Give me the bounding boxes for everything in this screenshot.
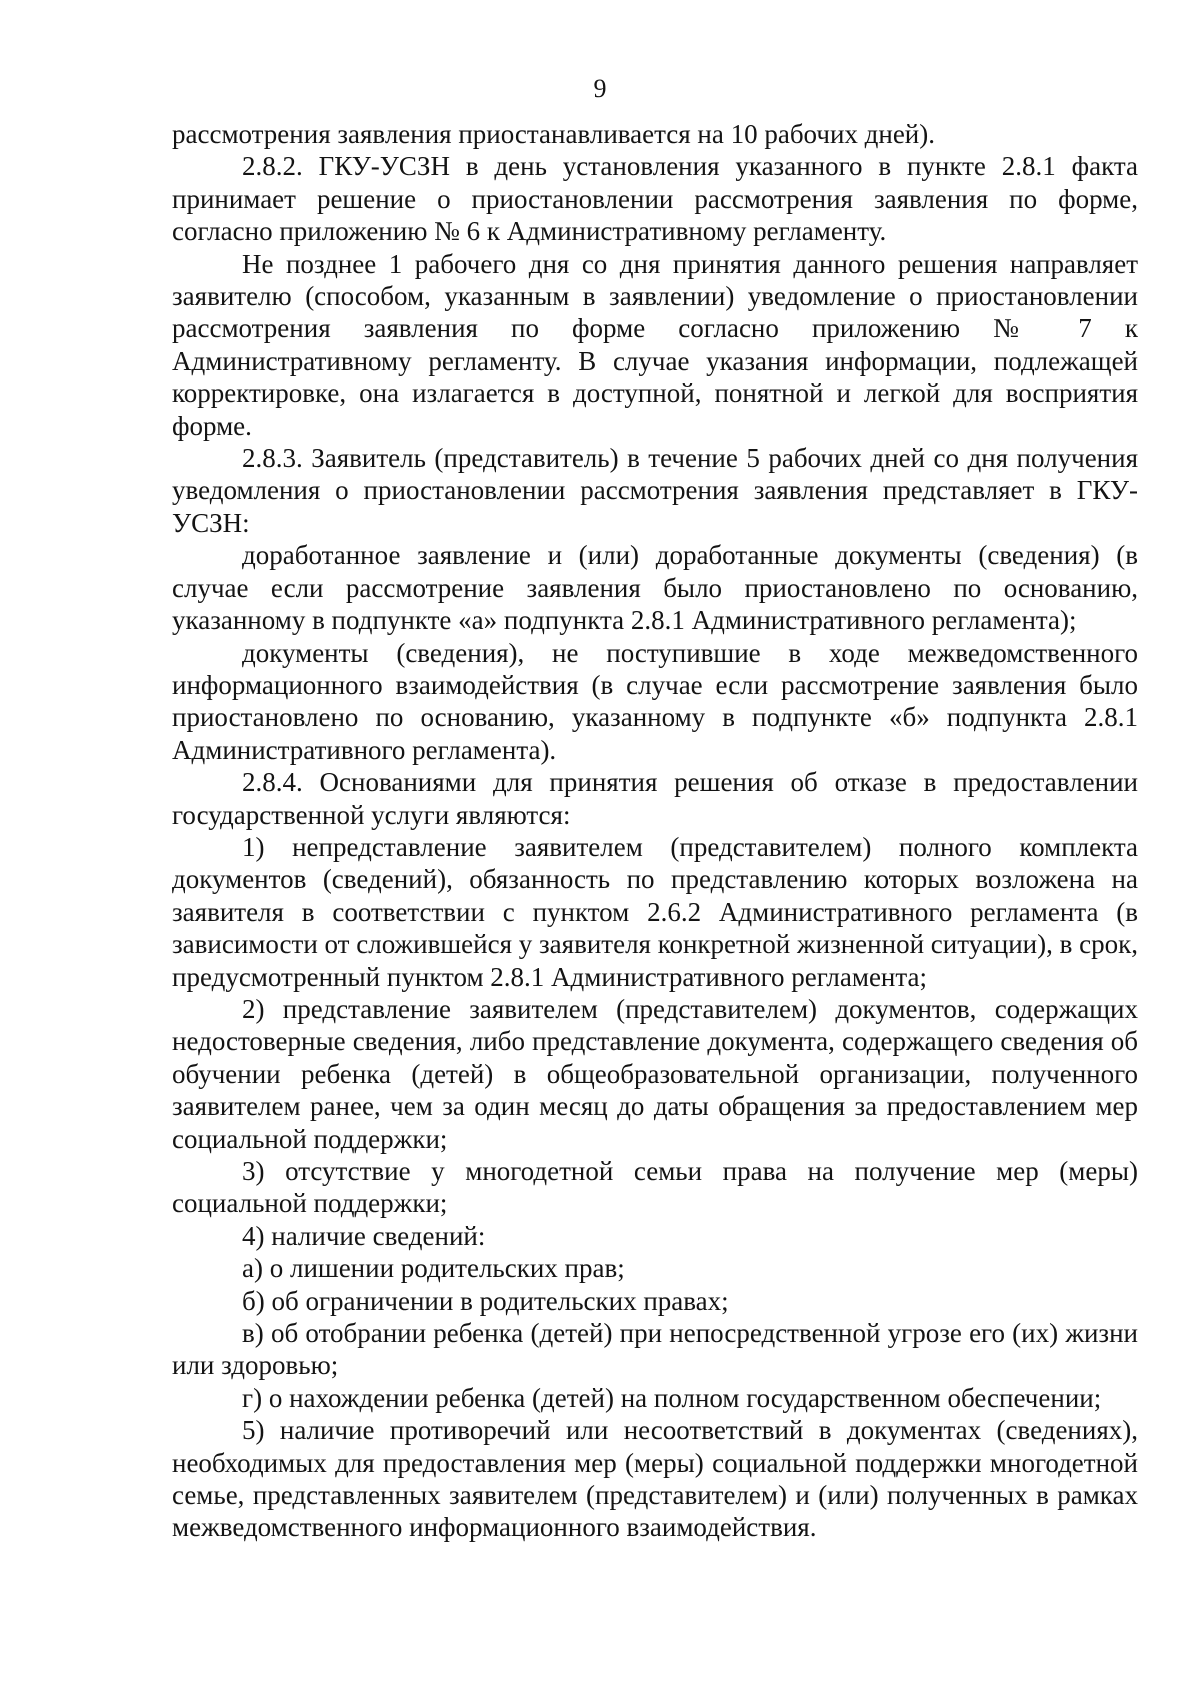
paragraph: 2.8.3. Заявитель (представитель) в течение 5 рабочих дней со дня получения уведомления о приостановлении рассмотрения заявления представляет в ГКУ-УСЗН: — [172, 443, 1138, 538]
paragraph: в) об отобрании ребенка (детей) при непосредственной угрозе его (их) жизни или здоровью; — [172, 1318, 1138, 1381]
paragraph: доработанное заявление и (или) доработанные документы (сведения) (в случае если рассмотрение заявления было приостановлено по основанию, указанному в подпункте «а» подпункта 2.8.1 Административного регламента); — [172, 540, 1138, 636]
paragraph: документы (сведения), не поступившие в ходе межведомственного информационного взаимодействия (в случае если рассмотрение заявления было приостановлено по основанию, указанному в подпункте «б» подпункта 2.8.1 Административного регламента). — [172, 637, 1138, 765]
paragraph: г) о нахождении ребенка (детей) на полном государственном обеспечении; — [242, 1382, 1102, 1413]
document-body — [172, 118, 1138, 1544]
paragraph: 2.8.4. Основаниями для принятия решения об отказе в предоставлении государственной услуги являются: — [172, 767, 1138, 830]
paragraph: рассмотрения заявления приостанавливается на 10 рабочих дней). — [172, 119, 936, 149]
paragraph: 2) представление заявителем (представителем) документов, содержащих недостоверные сведения, либо представление документа, содержащего сведения об обучении ребенка (детей) в общеобразовательной организации, полученного заявителем ранее, чем за один месяц до даты обращения за предоставлением мер социальной поддержки; — [172, 993, 1138, 1154]
paragraph: 1) непредставление заявителем (представителем) полного комплекта документов (сведений), обязанность по представлению которых возложена на заявителя в соответствии с пунктом 2.6.2 Административного регламента (в зависимости от сложившейся у заявителя конкретной жизненной ситуации), в срок, предусмотренный пунктом 2.8.1 Административного регламента; — [172, 831, 1138, 992]
paragraph: 3) отсутствие у многодетной семьи права на получение мер (меры) социальной поддержки; — [172, 1156, 1138, 1219]
paragraph: Не позднее 1 рабочего дня со дня принятия данного решения направляет заявителю (способом, указанным в заявлении) уведомление о приостановлении рассмотрения заявления по форме согласно приложению № 7 к Административному регламенту. В случае указания информации, подлежащей корректировке, она излагается в доступной, понятной и легкой для восприятия форме. — [172, 248, 1138, 441]
paragraph: б) об ограничении в родительских правах; — [242, 1285, 729, 1316]
paragraph: 4) наличие сведений: — [242, 1220, 486, 1251]
paragraph: 5) наличие противоречий или несоответствий в документах (сведениях), необходимых для предоставления мер (меры) социальной поддержки многодетной семье, представленных заявителем (представителем) и (или) полученных в рамках межведомственного информационного взаимодействия. — [172, 1415, 1138, 1543]
paragraph: 2.8.2. ГКУ-УСЗН в день установления указанного в пункте 2.8.1 факта принимает решение о приостановлении рассмотрения заявления по форме, согласно приложению № 6 к Административному регламенту. — [172, 151, 1138, 247]
paragraph: а) о лишении родительских прав; — [242, 1253, 625, 1284]
page-number: 9 — [593, 74, 607, 103]
